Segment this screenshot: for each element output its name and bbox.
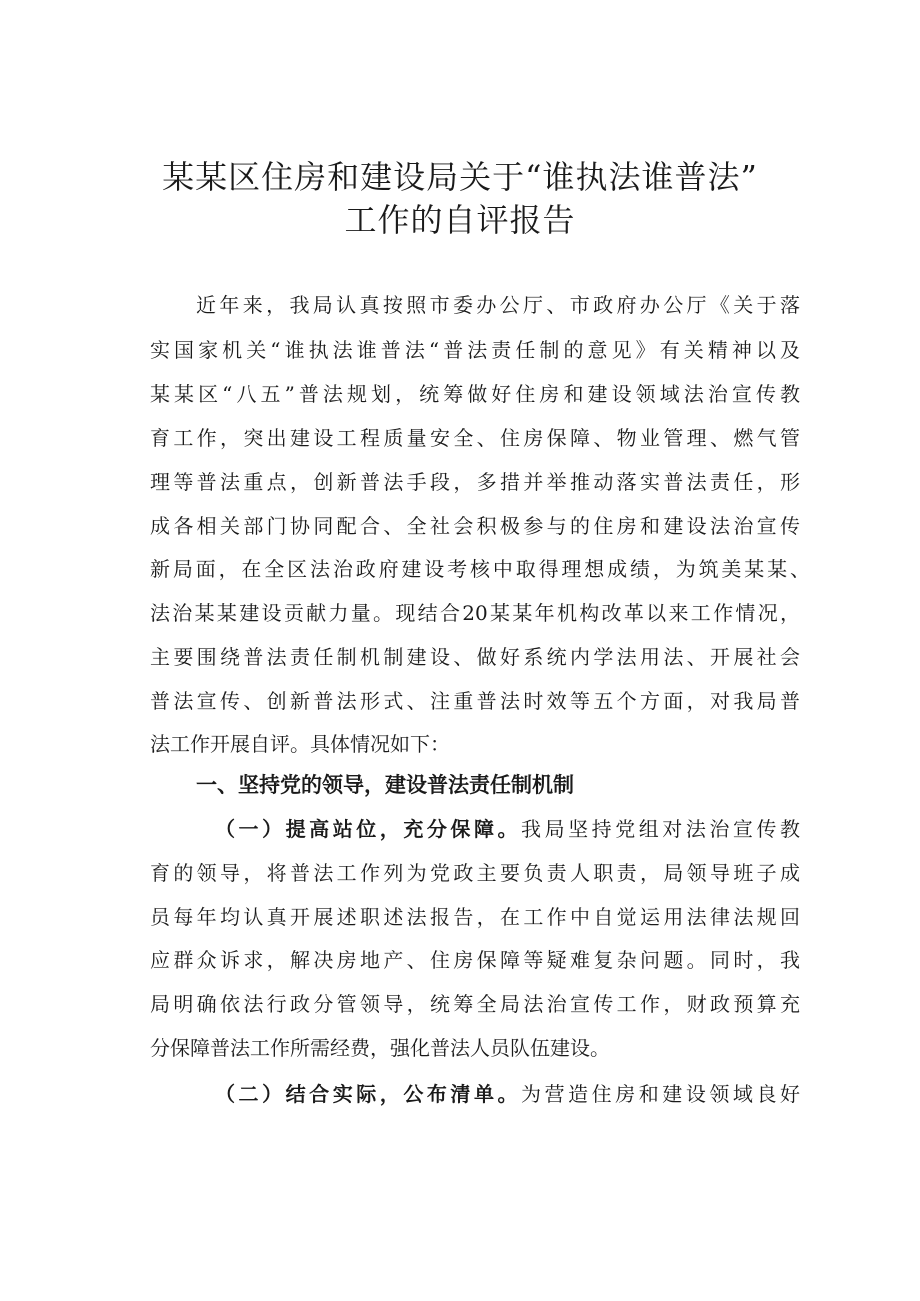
subsection-1-lead: （一）提高站位，充分保障。 (215, 817, 522, 841)
subsection-1-line: 分保障普法工作所需经费，强化普法人员队伍建设。 (150, 1036, 610, 1060)
subsection-1-line: 育的领导，将普法工作列为党政主要负责人职责，局领导班子成 (150, 861, 800, 885)
intro-line: 近年来，我局认真按照市委办公厅、市政府办公厅《关于落 (196, 293, 800, 317)
section-heading: 一、坚持党的领导，建设普法责任制机制 (196, 773, 574, 797)
intro-line: 育工作，突出建设工程质量安全、住房保障、物业管理、燃气管 (150, 426, 800, 450)
intro-line: 法治某某建设贡献力量。现结合20某某年机构改革以来工作情况， (150, 601, 800, 625)
intro-line: 普法宣传、创新普法形式、注重普法时效等五个方面，对我局普 (150, 689, 800, 713)
intro-line: 某某区“八五”普法规划，统筹做好住房和建设领域法治宣传教 (150, 382, 800, 406)
intro-line: 成各相关部门协同配合、全社会积极参与的住房和建设法治宣传 (150, 514, 800, 538)
intro-line: 实国家机关“谁执法谁普法“普法责任制的意见》有关精神以及 (150, 338, 800, 362)
subsection-1-line: 员每年均认真开展述职述法报告，在工作中自觉运用法律法规回 (150, 905, 800, 929)
intro-line: 理等普法重点，创新普法手段，多措并举推动落实普法责任，形 (150, 470, 800, 494)
subsection-1-first-line (215, 815, 800, 843)
subsection-1-line: 局明确依法行政分管领导，统筹全局法治宣传工作，财政预算充 (150, 992, 800, 1016)
document-title-line-2: 工作的自评报告 (344, 201, 576, 239)
subsection-2-first-line (215, 1080, 800, 1108)
document-title-line-1: 某某区住房和建设局关于“谁执法谁普法” (162, 158, 758, 196)
intro-line: 主要围绕普法责任制机制建设、做好系统内学法用法、开展社会 (150, 645, 800, 669)
intro-line: 法工作开展自评。具体情况如下： (150, 732, 450, 756)
intro-line: 新局面，在全区法治政府建设考核中取得理想成绩，为筑美某某、 (150, 557, 810, 581)
subsection-1-text: 我局坚持党组对法治宣传教 (521, 817, 801, 841)
subsection-2-lead: （二）结合实际，公布清单。 (215, 1082, 522, 1106)
subsection-2-text: 为营造住房和建设领域良好 (521, 1082, 801, 1106)
subsection-1-line: 应群众诉求，解决房地产、住房保障等疑难复杂问题。同时，我 (150, 948, 800, 972)
